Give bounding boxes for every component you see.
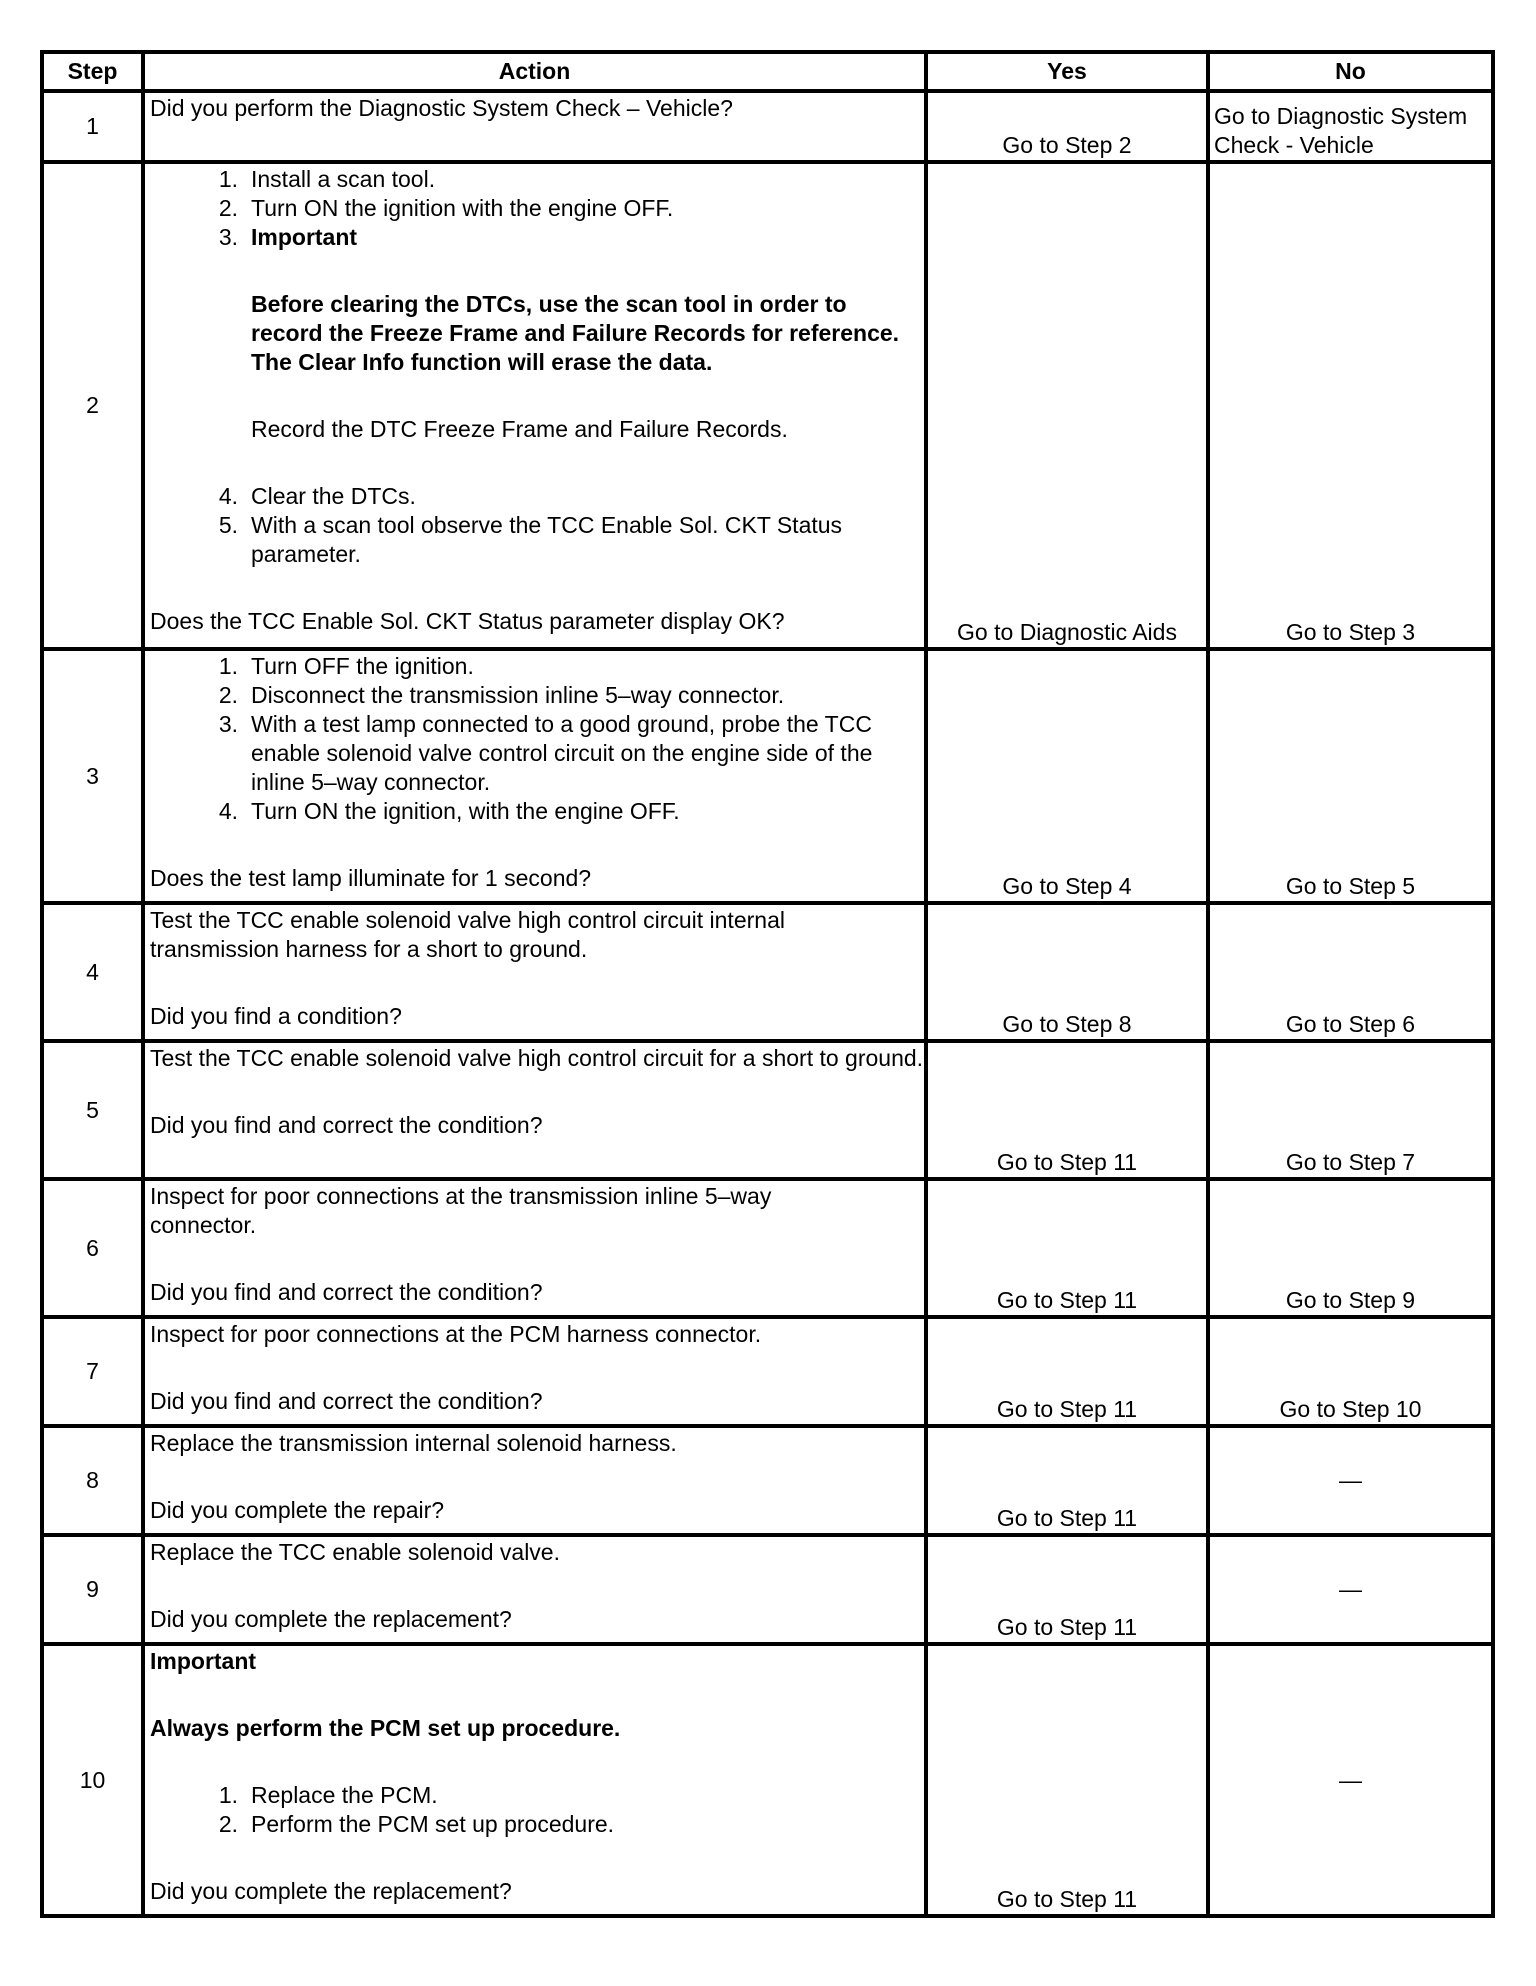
- action-text: Replace the transmission internal solenoid harness.: [150, 1430, 677, 1456]
- action-list: [150, 652, 924, 826]
- question-text: Does the TCC Enable Sol. CKT Status parameter display OK?: [150, 608, 785, 634]
- question-text: Did you complete the replacement?: [150, 1606, 512, 1632]
- action-text: Replace the TCC enable solenoid valve.: [150, 1539, 560, 1565]
- action-text: Test the TCC enable solenoid valve high control circuit internal transmission harness for a short to ground.: [150, 907, 785, 962]
- no-cell: Go to Step 3: [1208, 162, 1493, 649]
- table-row: [42, 1317, 1493, 1426]
- action-cell: [143, 1179, 926, 1317]
- yes-cell: Go to Step 11: [926, 1644, 1208, 1916]
- header-row: [42, 52, 1493, 91]
- diagnostic-table: [40, 50, 1495, 1918]
- col-header-step: Step: [42, 52, 143, 91]
- action-cell: [143, 1644, 926, 1916]
- action-list: [150, 482, 924, 569]
- table-row: [42, 91, 1493, 162]
- list-item: 2. Turn ON the ignition with the engine OFF.: [218, 195, 674, 221]
- list-item: 4. Turn ON the ignition, with the engine OFF.: [218, 798, 680, 824]
- yes-cell: Go to Diagnostic Aids: [926, 162, 1208, 649]
- action-text: Did you perform the Diagnostic System Check – Vehicle?: [150, 95, 733, 121]
- list-item: 5. With a scan tool observe the TCC Enable Sol. CKT Status parameter.: [218, 512, 843, 567]
- table-row: [42, 1644, 1493, 1916]
- yes-cell: Go to Step 11: [926, 1426, 1208, 1535]
- list-item: 1. Replace the PCM.: [218, 1782, 438, 1808]
- list-item: 1. Turn OFF the ignition.: [218, 653, 474, 679]
- important-heading: Important: [150, 1648, 257, 1674]
- action-cell: [143, 1317, 926, 1426]
- action-cell: [143, 903, 926, 1041]
- yes-cell: Go to Step 2: [926, 91, 1208, 162]
- step-number: 8: [42, 1426, 143, 1535]
- no-cell: Go to Step 5: [1208, 649, 1493, 903]
- action-text: Inspect for poor connections at the transmission inline 5–way connector.: [150, 1183, 772, 1238]
- step-number: 5: [42, 1041, 143, 1179]
- action-cell: [143, 1535, 926, 1644]
- step-number: 7: [42, 1317, 143, 1426]
- action-cell: [143, 1426, 926, 1535]
- action-cell: [143, 1041, 926, 1179]
- yes-cell: Go to Step 11: [926, 1041, 1208, 1179]
- yes-cell: Go to Step 8: [926, 903, 1208, 1041]
- step-number: 3: [42, 649, 143, 903]
- action-text: Inspect for poor connections at the PCM harness connector.: [150, 1321, 762, 1347]
- no-cell: Go to Step 6: [1208, 903, 1493, 1041]
- important-note: Before clearing the DTCs, use the scan tool in order to record the Freeze Frame and Failure Records for reference. The Clear Info function will erase the data.: [251, 291, 900, 375]
- yes-cell: Go to Step 4: [926, 649, 1208, 903]
- no-cell: —: [1208, 1535, 1493, 1644]
- list-item: 3. Important: [218, 224, 358, 250]
- table-row: [42, 903, 1493, 1041]
- list-item: 2. Perform the PCM set up procedure.: [218, 1811, 615, 1837]
- col-header-action: Action: [143, 52, 926, 91]
- question-text: Did you find and correct the condition?: [150, 1388, 543, 1414]
- question-text: Did you complete the repair?: [150, 1497, 445, 1523]
- col-header-no: No: [1208, 52, 1493, 91]
- list-item: 4. Clear the DTCs.: [218, 483, 416, 509]
- yes-cell: Go to Step 11: [926, 1179, 1208, 1317]
- list-item: 3. With a test lamp connected to a good ground, probe the TCC enable solenoid valve control circuit on the engine side of the inline 5–way connector.: [218, 711, 873, 795]
- question-text: Did you complete the replacement?: [150, 1878, 512, 1904]
- table-row: [42, 1426, 1493, 1535]
- step-number: 1: [42, 91, 143, 162]
- no-cell: Go to Diagnostic System Check - Vehicle: [1208, 91, 1493, 162]
- no-cell: —: [1208, 1644, 1493, 1916]
- step-number: 9: [42, 1535, 143, 1644]
- question-text: Did you find and correct the condition?: [150, 1279, 543, 1305]
- step-number: 6: [42, 1179, 143, 1317]
- table-row: [42, 1041, 1493, 1179]
- action-list: [150, 1781, 924, 1839]
- important-note: Always perform the PCM set up procedure.: [150, 1715, 621, 1741]
- no-cell: Go to Step 9: [1208, 1179, 1493, 1317]
- col-header-yes: Yes: [926, 52, 1208, 91]
- list-item: 2. Disconnect the transmission inline 5–way connector.: [218, 682, 785, 708]
- action-cell: [143, 91, 926, 162]
- action-text: Test the TCC enable solenoid valve high control circuit for a short to ground.: [150, 1045, 924, 1071]
- step-number: 4: [42, 903, 143, 1041]
- no-cell: Go to Step 7: [1208, 1041, 1493, 1179]
- table-row: [42, 162, 1493, 649]
- action-list: [150, 165, 924, 252]
- question-text: Did you find and correct the condition?: [150, 1112, 543, 1138]
- no-cell: —: [1208, 1426, 1493, 1535]
- action-cell: [143, 649, 926, 903]
- table-row: [42, 1535, 1493, 1644]
- table-row: [42, 1179, 1493, 1317]
- list-item: 1. Install a scan tool.: [218, 166, 436, 192]
- question-text: Does the test lamp illuminate for 1 second?: [150, 865, 592, 891]
- question-text: Did you find a condition?: [150, 1003, 402, 1029]
- action-cell: [143, 162, 926, 649]
- record-instruction: Record the DTC Freeze Frame and Failure Records.: [251, 416, 788, 442]
- no-cell: Go to Step 10: [1208, 1317, 1493, 1426]
- yes-cell: Go to Step 11: [926, 1317, 1208, 1426]
- yes-cell: Go to Step 11: [926, 1535, 1208, 1644]
- step-number: 10: [42, 1644, 143, 1916]
- step-number: 2: [42, 162, 143, 649]
- table-row: [42, 649, 1493, 903]
